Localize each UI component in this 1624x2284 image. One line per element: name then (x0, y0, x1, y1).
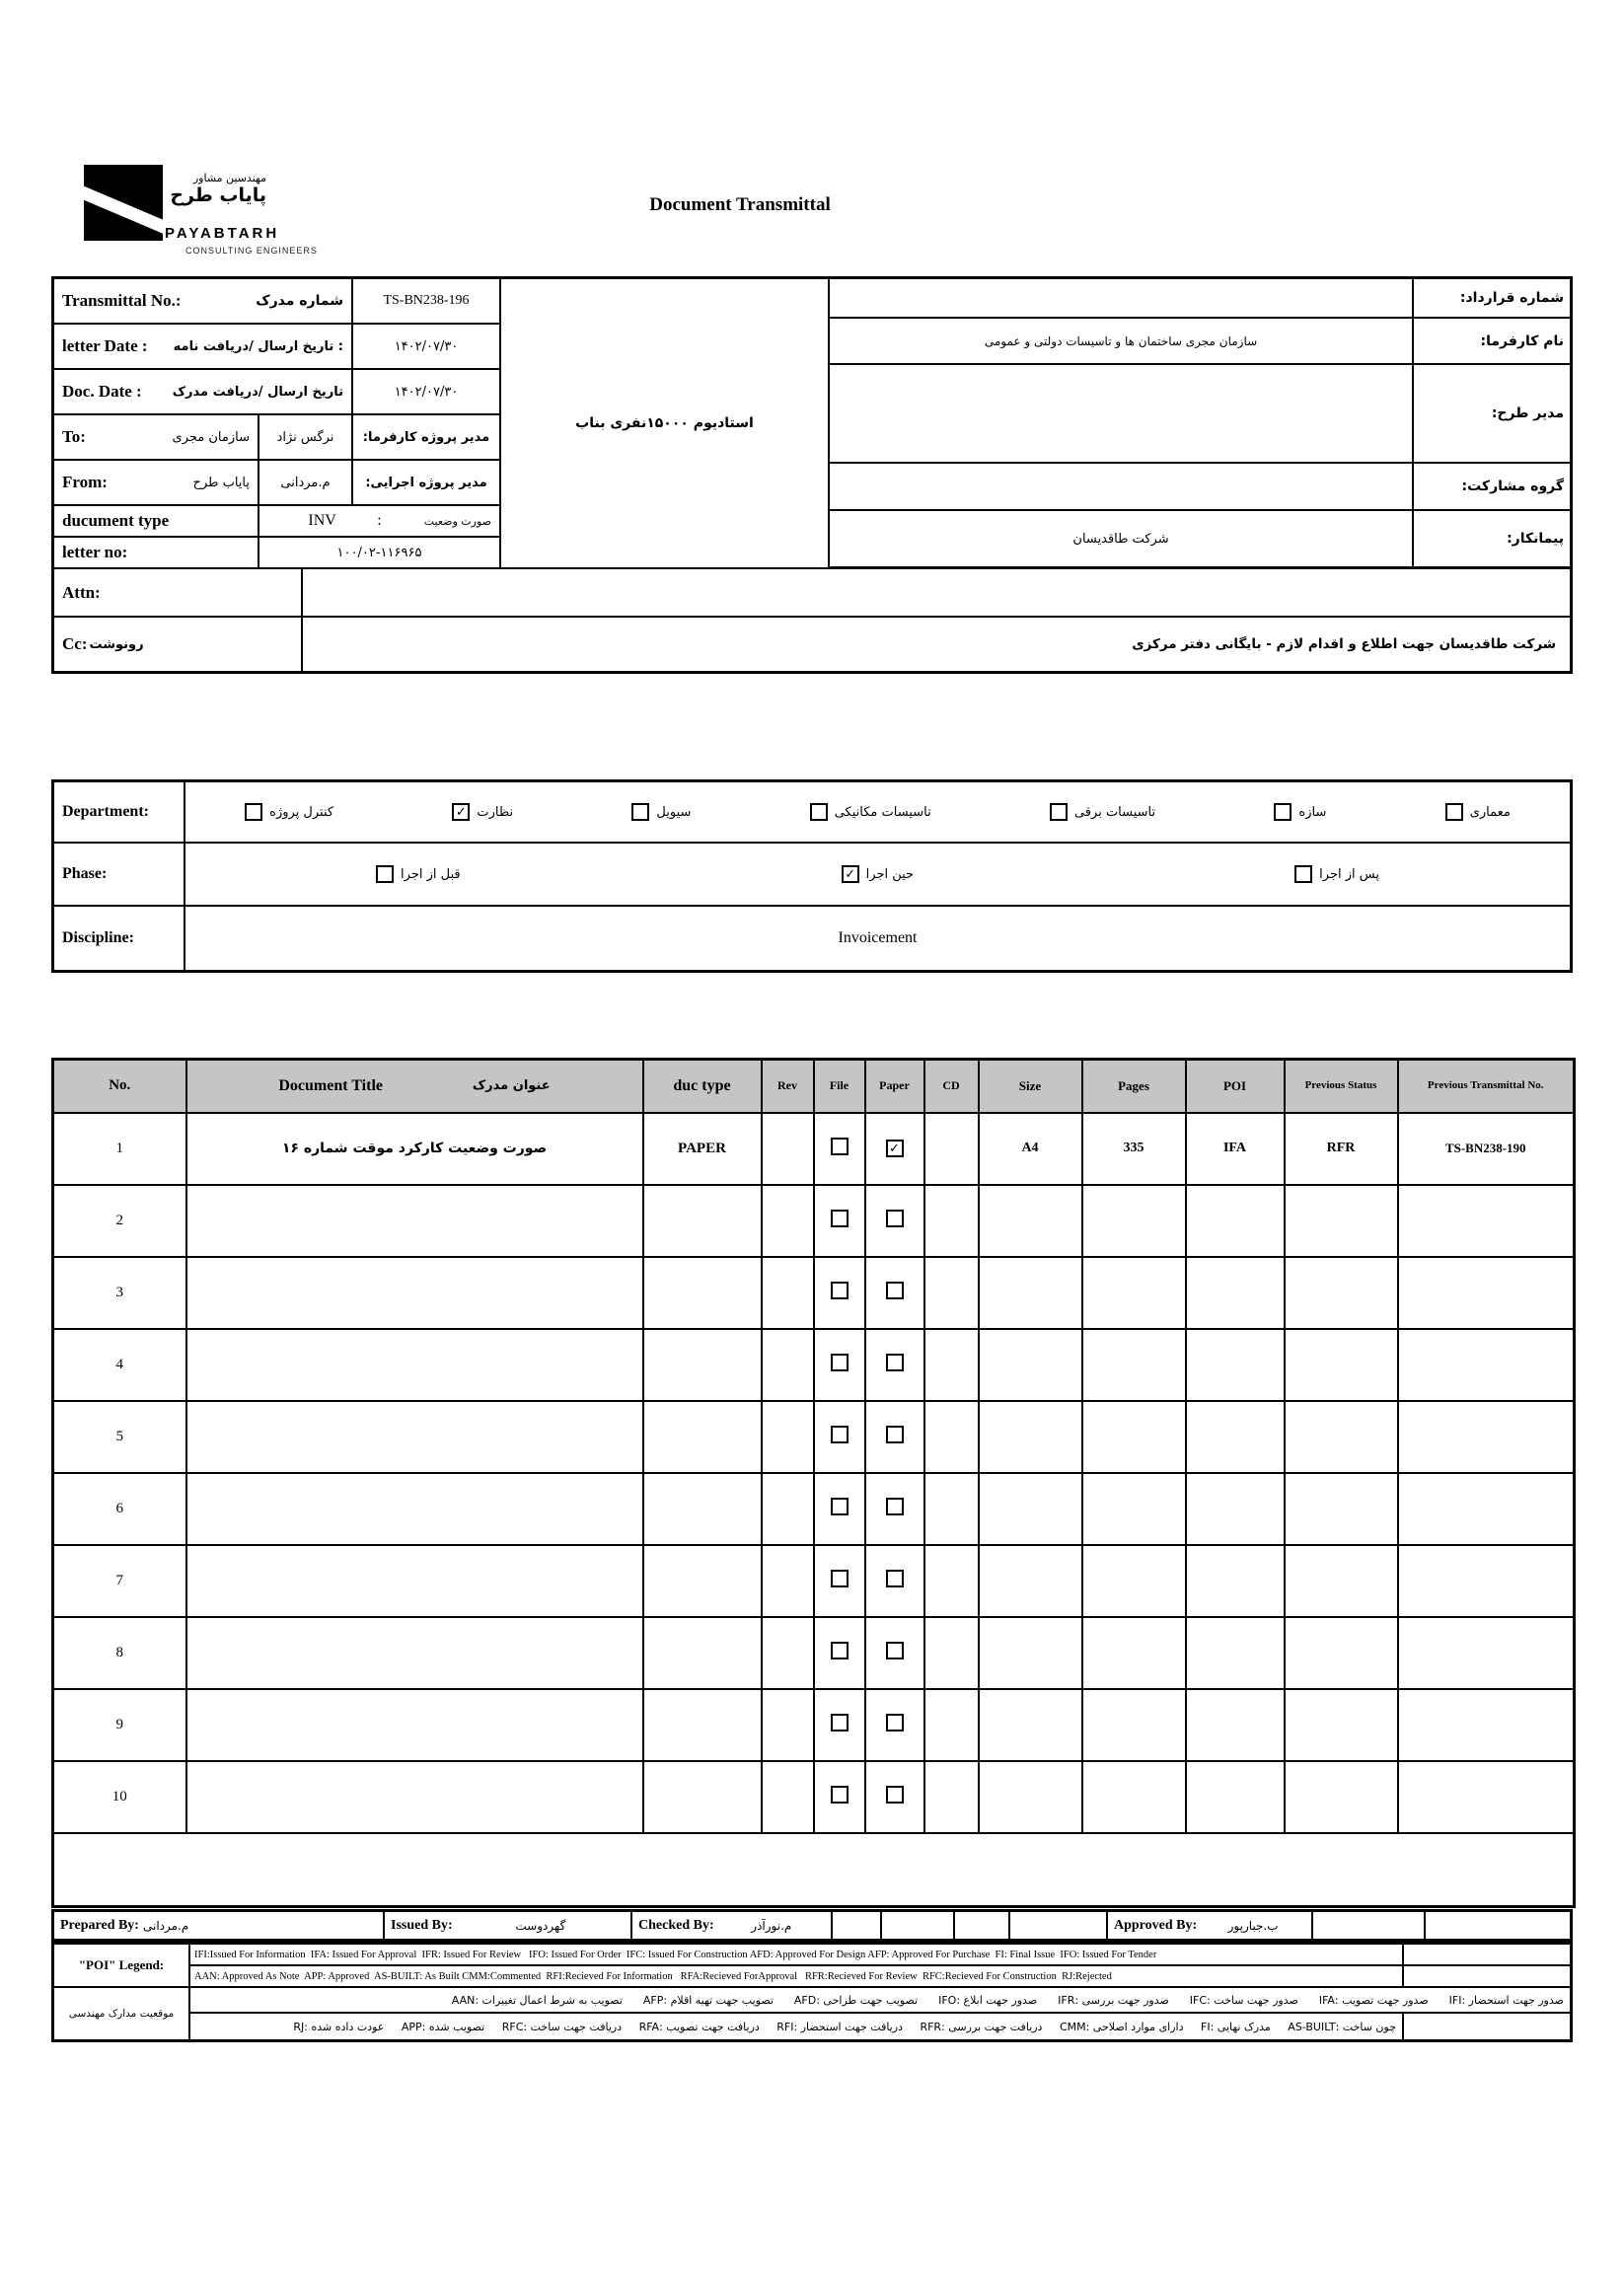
cc-label: Cc: (62, 634, 88, 653)
row-size (979, 1473, 1082, 1545)
row-title (186, 1401, 643, 1473)
phase-checkbox-after-execution[interactable] (1294, 865, 1312, 883)
row-prev-status (1285, 1329, 1398, 1401)
row-prev-transmittal (1398, 1401, 1575, 1473)
table-row (53, 1401, 1575, 1473)
row-no: 1 (53, 1113, 186, 1185)
row-duc-type (643, 1185, 762, 1257)
department-option-label: سازه (1298, 804, 1327, 820)
project-name: استادیوم ۱۵۰۰۰نفری بناب (501, 279, 830, 569)
row-prev-transmittal (1398, 1257, 1575, 1329)
signature-empty-cell (1313, 1912, 1426, 1939)
row-size (979, 1545, 1082, 1617)
row-cd (924, 1329, 979, 1401)
row-paper-cell (865, 1257, 924, 1329)
department-option-label: کنترل پروژه (269, 804, 334, 820)
transmittal-no-label: Transmittal No.: (62, 291, 182, 310)
row-poi (1186, 1329, 1285, 1401)
row-cd (924, 1401, 979, 1473)
row-title (186, 1761, 643, 1833)
row-title (186, 1617, 643, 1689)
col-header-duc-type: duc type (643, 1060, 762, 1113)
logo-fa-line1: مهندسین مشاور (192, 172, 266, 184)
row-file-cell (814, 1185, 865, 1257)
row-prev-transmittal (1398, 1329, 1575, 1401)
table-row (53, 1185, 1575, 1257)
col-header-size: Size (979, 1060, 1082, 1113)
file-checkbox[interactable] (831, 1426, 849, 1443)
letter-no-label: letter no: (62, 543, 128, 561)
row-size (979, 1257, 1082, 1329)
to-person: نرگس نژاد (259, 415, 353, 461)
col-header-file: File (814, 1060, 865, 1113)
issued-by-label: Issued By: (391, 1917, 453, 1933)
row-cd (924, 1689, 979, 1761)
row-pages (1082, 1329, 1186, 1401)
row-cd (924, 1617, 979, 1689)
row-no: 9 (53, 1689, 186, 1761)
doc-date-value: ۱۴۰۲/۰۷/۳۰ (353, 370, 501, 415)
row-no: 7 (53, 1545, 186, 1617)
row-cd (924, 1113, 979, 1185)
row-duc-type (643, 1473, 762, 1545)
department-checkbox-mechanical[interactable] (810, 803, 828, 821)
row-duc-type (643, 1545, 762, 1617)
issued-by-value: گهردوست (515, 1918, 566, 1933)
row-title (186, 1185, 643, 1257)
col-header-pages: Pages (1082, 1060, 1186, 1113)
row-pages (1082, 1689, 1186, 1761)
row-file-cell (814, 1545, 865, 1617)
department-option (631, 803, 691, 821)
transmittal-no-label-fa: شماره مدرک (256, 293, 343, 309)
signature-empty-cell (882, 1912, 955, 1939)
col-header-title-en: Document Title (278, 1076, 383, 1094)
paper-checkbox[interactable] (886, 1714, 904, 1731)
col-header-prev-status: Previous Status (1285, 1060, 1398, 1113)
row-poi (1186, 1617, 1285, 1689)
row-poi (1186, 1473, 1285, 1545)
row-pages (1082, 1761, 1186, 1833)
documents-table (51, 1058, 1576, 1908)
row-paper-cell (865, 1329, 924, 1401)
row-poi (1186, 1545, 1285, 1617)
file-checkbox[interactable] (831, 1210, 849, 1227)
row-duc-type (643, 1257, 762, 1329)
paper-checkbox[interactable]: ✓ (886, 1140, 904, 1157)
table-row (53, 1545, 1575, 1617)
col-header-paper: Paper (865, 1060, 924, 1113)
logo-fa-text (166, 173, 266, 206)
exec-pm-label: مدیر پروژه اجرایی: (353, 461, 501, 506)
discipline-label: Discipline: (62, 929, 134, 946)
row-poi (1186, 1689, 1285, 1761)
phase-option (376, 865, 461, 883)
row-rev (762, 1401, 814, 1473)
row-cd (924, 1473, 979, 1545)
phase-option (842, 865, 914, 883)
row-prev-transmittal (1398, 1617, 1575, 1689)
row-rev (762, 1185, 814, 1257)
department-checkbox-civil[interactable] (631, 803, 649, 821)
table-row (53, 1329, 1575, 1401)
partnership-label: گروه مشارکت: (1414, 464, 1570, 511)
row-rev (762, 1545, 814, 1617)
row-pages (1082, 1257, 1186, 1329)
contract-no-label: شماره قرارداد: (1414, 279, 1570, 319)
department-option (810, 803, 931, 821)
file-checkbox[interactable] (831, 1642, 849, 1659)
row-prev-status (1285, 1185, 1398, 1257)
row-cd (924, 1761, 979, 1833)
row-prev-status (1285, 1473, 1398, 1545)
discipline-value: Invoicement (838, 929, 918, 946)
cc-value: شرکت طاقدیسان جهت اطلاع و اقدام لازم - بایگانی دفتر مرکزی (1132, 636, 1556, 652)
row-file-cell (814, 1689, 865, 1761)
row-title (186, 1689, 643, 1761)
file-checkbox[interactable] (831, 1714, 849, 1731)
row-prev-status (1285, 1257, 1398, 1329)
row-paper-cell (865, 1761, 924, 1833)
row-size (979, 1761, 1082, 1833)
department-checkbox-electrical[interactable] (1050, 803, 1068, 821)
letter-date-value: ۱۴۰۲/۰۷/۳۰ (353, 325, 501, 370)
row-prev-transmittal (1398, 1185, 1575, 1257)
row-file-cell (814, 1401, 865, 1473)
row-prev-transmittal (1285, 1761, 1398, 1833)
row-rev (762, 1257, 814, 1329)
poi-legend-en-line1: IFI:Issued For Information IFA: Issued For Approval IFR: Issued For Review IFO: Issued For Order IFC: Issued For Construction AFD: Approved For Design AFP: Approved For Purchase FI: Final Issue IFO: Issued For Tender (190, 1945, 1404, 1966)
row-paper-cell (865, 1617, 924, 1689)
client-name-value: سازمان مجری ساختمان ها و تاسیسات دولتی و عمومی (830, 319, 1414, 365)
logo-company-name: PAYABTARH (165, 225, 280, 242)
department-checkbox-structure[interactable] (1274, 803, 1292, 821)
file-checkbox[interactable] (831, 1498, 849, 1515)
contractor-label: پیمانکار: (1414, 511, 1570, 569)
checked-by-label: Checked By: (638, 1917, 714, 1933)
legend-empty-cell (1404, 2014, 1570, 2039)
col-header-title (186, 1060, 643, 1113)
department-checkbox-supervision[interactable]: ✓ (452, 803, 470, 821)
row-poi (1186, 1257, 1285, 1329)
row-duc-type (643, 1617, 762, 1689)
row-rev (762, 1689, 814, 1761)
letter-date-label: letter Date : (62, 336, 148, 355)
row-title: صورت وضعیت کارکرد موقت شماره ۱۶ (186, 1113, 643, 1185)
prepared-by-label: Prepared By: (60, 1917, 139, 1933)
row-rev (762, 1473, 814, 1545)
from-label: From: (62, 473, 108, 491)
row-duc-type (643, 1401, 762, 1473)
row-title (186, 1257, 643, 1329)
row-prev-status (1285, 1545, 1398, 1617)
row-no: 6 (53, 1473, 186, 1545)
row-file-cell (814, 1617, 865, 1689)
prepared-by-value: م.مردانی (142, 1918, 189, 1933)
signature-empty-cell (1426, 1912, 1570, 1939)
poi-legend-fa-line1: صدور جهت استحضار :IFI صدور جهت تصویب :IFA صدور جهت ساخت :IFC صدور جهت بررسی :IFR صدور جهت ابلاغ :IFO تصویب جهت طراحی :AFD تصویب جهت تهیه اقلام :AFP تصویب به شرط اعمال تغییرات :AAN (190, 1988, 1570, 2014)
transmittal-no-value: TS-BN238-196 (353, 279, 501, 325)
phase-option-label: حین اجرا (865, 866, 915, 882)
row-cd (924, 1185, 979, 1257)
company-logo (84, 165, 163, 241)
phase-checkbox-during-execution[interactable]: ✓ (842, 865, 859, 883)
row-rev (762, 1617, 814, 1689)
department-option (452, 803, 513, 821)
contract-no-value (830, 279, 1414, 319)
phase-checkbox-before-execution[interactable] (376, 865, 394, 883)
file-checkbox[interactable] (831, 1138, 849, 1155)
row-size (979, 1689, 1082, 1761)
row-paper-cell (865, 1401, 924, 1473)
logo-swoosh-icon (84, 184, 163, 239)
to-label: To: (62, 427, 86, 446)
row-size: A4 (979, 1113, 1082, 1185)
approved-by-value: ب.جبارپور (1227, 1918, 1279, 1933)
row-no: 5 (53, 1401, 186, 1473)
row-size (979, 1329, 1082, 1401)
signature-row (51, 1909, 1573, 1942)
department-option-label: تاسیسات مکانیکی (834, 804, 931, 820)
doc-type-colon: : (377, 512, 382, 529)
phase-option (1294, 865, 1379, 883)
empty-spacer-row (53, 1833, 1575, 1907)
row-prev-status (1285, 1617, 1398, 1689)
approved-by-label: Approved By: (1114, 1917, 1198, 1933)
cc-label-fa: رونوشت (89, 636, 144, 652)
row-file-cell (814, 1473, 865, 1545)
col-header-rev: Rev (762, 1060, 814, 1113)
row-poi (1186, 1185, 1285, 1257)
row-duc-type (643, 1689, 762, 1761)
plan-manager-label: مدیر طرح: (1414, 365, 1570, 464)
row-size (979, 1185, 1082, 1257)
paper-checkbox[interactable] (886, 1282, 904, 1299)
row-file-cell (814, 1329, 865, 1401)
doc-type-fa: صورت وضعیت (423, 514, 492, 528)
file-checkbox[interactable] (831, 1786, 849, 1804)
department-checkbox-architecture[interactable] (1445, 803, 1463, 821)
row-no: 2 (53, 1185, 186, 1257)
signature-empty-cell (955, 1912, 1010, 1939)
row-file-cell (814, 1761, 865, 1833)
department-option-label: نظارت (477, 804, 514, 820)
paper-checkbox[interactable] (886, 1426, 904, 1443)
attn-value (303, 569, 1570, 618)
row-no: 10 (53, 1761, 186, 1833)
file-checkbox[interactable] (831, 1570, 849, 1587)
row-prev-status (1285, 1689, 1398, 1761)
row-paper-cell (865, 1689, 924, 1761)
file-checkbox[interactable] (831, 1354, 849, 1371)
row-pages (1082, 1185, 1186, 1257)
department-option (245, 803, 333, 821)
paper-checkbox[interactable] (886, 1570, 904, 1587)
poi-legend-label: "POI" Legend: (54, 1945, 190, 1988)
row-paper-cell (865, 1545, 924, 1617)
paper-checkbox[interactable] (886, 1786, 904, 1804)
client-name-label: نام کارفرما: (1414, 319, 1570, 365)
row-poi (1186, 1401, 1285, 1473)
row-duc-type: PAPER (643, 1113, 762, 1185)
table-row (53, 1257, 1575, 1329)
row-paper-cell (865, 1113, 924, 1185)
logo-company-subtitle: CONSULTING ENGINEERS (185, 246, 318, 256)
col-header-title-fa: عنوان مدرک (472, 1078, 551, 1094)
to-value: سازمان مجری (172, 429, 250, 445)
poi-legend-en-line2: AAN: Approved As Note APP: Approved AS-BUILT: As Built CMM:Commented RFI:Recieved For Information RFA:Recieved ForApproval RFR:Recieved For Review RFC:Recieved For Construction RJ:Rejected (190, 1966, 1404, 1988)
row-duc-type (643, 1761, 762, 1833)
row-poi: IFA (1186, 1113, 1285, 1185)
col-header-prev-transmittal: Previous Transmittal No. (1398, 1060, 1575, 1113)
phase-label: Phase: (62, 865, 108, 882)
phase-option-label: پس از اجرا (1319, 866, 1379, 882)
department-option (1050, 803, 1155, 821)
page-title: Document Transmittal (649, 194, 831, 215)
row-prev-transmittal (1398, 1689, 1575, 1761)
row-title (186, 1545, 643, 1617)
row-size (979, 1617, 1082, 1689)
signature-empty-cell (1010, 1912, 1108, 1939)
row-rev (762, 1113, 814, 1185)
col-header-poi: POI (1186, 1060, 1285, 1113)
row-rev (762, 1329, 814, 1401)
row-pages (1082, 1401, 1186, 1473)
row-prev-status (1285, 1401, 1398, 1473)
row-pages (1082, 1617, 1186, 1689)
row-prev-transmittal (1398, 1545, 1575, 1617)
signature-empty-cell (833, 1912, 882, 1939)
row-cd (924, 1257, 979, 1329)
row-rev (762, 1761, 814, 1833)
row-pages (1082, 1545, 1186, 1617)
from-person: م.مردانی (259, 461, 353, 506)
row-duc-type (643, 1329, 762, 1401)
from-value: پایاب طرح (192, 475, 250, 490)
department-option-label: معماری (1469, 804, 1511, 820)
department-option (1445, 803, 1511, 821)
poi-legend (51, 1942, 1573, 2042)
table-row (53, 1473, 1575, 1545)
checked-by-value: م.نورآذر (751, 1918, 792, 1933)
table-row (53, 1761, 1575, 1833)
row-file-cell (814, 1257, 865, 1329)
row-title (186, 1473, 643, 1545)
empty-spacer-cell (53, 1833, 1575, 1907)
row-title (186, 1329, 643, 1401)
row-poi (1186, 1761, 1285, 1833)
department-label: Department: (62, 803, 149, 820)
row-paper-cell (865, 1473, 924, 1545)
letter-date-label-fa: تاریخ ارسال /دریافت نامه : (173, 338, 343, 354)
row-prev-status: RFR (1285, 1113, 1398, 1185)
plan-manager-value (830, 365, 1414, 464)
table-row (53, 1617, 1575, 1689)
col-header-no: No. (53, 1060, 186, 1113)
row-pages (1082, 1473, 1186, 1545)
poi-legend-fa-line2: چون ساخت :AS-BUILT مدرک نهایی :FI دارای موارد اصلاحی :CMM دریافت جهت بررسی :RFR دریافت جهت استحضار :RFI دریافت جهت تصویب :RFA دریافت جهت ساخت :RFC تصویب شده :APP عودت داده شده :RJ (190, 2014, 1404, 2039)
row-pages: 335 (1082, 1113, 1186, 1185)
letter-no-value: ۱۰۰/۰۲-۱۱۶۹۶۵ (259, 538, 501, 569)
phase-option-label: قبل از اجرا (401, 866, 461, 882)
doc-date-label-fa: تاریخ ارسال /دریافت مدرک (172, 384, 343, 400)
table-row (53, 1689, 1575, 1761)
classification-table (51, 779, 1573, 973)
row-prev-transmittal: TS-BN238-190 (1398, 1113, 1575, 1185)
table-row (53, 1113, 1575, 1185)
department-option (1274, 803, 1326, 821)
documents-table-header (53, 1060, 1575, 1113)
logo-fa-line2: پایاب طرح (170, 184, 266, 206)
row-paper-cell (865, 1185, 924, 1257)
row-no: 3 (53, 1257, 186, 1329)
row-size (979, 1401, 1082, 1473)
attn-label: Attn: (62, 582, 101, 602)
doc-status-label-fa: موقعیت مدارک مهندسی (54, 1988, 190, 2039)
doc-type-label: ducument type (62, 511, 170, 530)
row-no: 4 (53, 1329, 186, 1401)
department-option-label: تاسیسات برقی (1073, 804, 1156, 820)
col-header-cd: CD (924, 1060, 979, 1113)
paper-checkbox[interactable] (886, 1210, 904, 1227)
row-no: 8 (53, 1617, 186, 1689)
file-checkbox[interactable] (831, 1282, 849, 1299)
department-checkbox-project-control[interactable] (245, 803, 262, 821)
row-file-cell (814, 1113, 865, 1185)
legend-empty-cell (1404, 1966, 1570, 1988)
department-option-label: سیویل (656, 804, 692, 820)
partnership-value (830, 464, 1414, 511)
row-cd (924, 1545, 979, 1617)
contractor-value: شرکت طاقدیسان (830, 511, 1414, 569)
doc-type-value: INV (308, 512, 336, 529)
paper-checkbox[interactable] (886, 1354, 904, 1371)
paper-checkbox[interactable] (886, 1498, 904, 1515)
legend-empty-cell (1404, 1945, 1570, 1966)
paper-checkbox[interactable] (886, 1642, 904, 1659)
client-pm-label: مدیر پروژه کارفرما: (353, 415, 501, 461)
header-table (51, 276, 1573, 674)
doc-date-label: Doc. Date : (62, 382, 142, 401)
row-prev-transmittal (1398, 1473, 1575, 1545)
